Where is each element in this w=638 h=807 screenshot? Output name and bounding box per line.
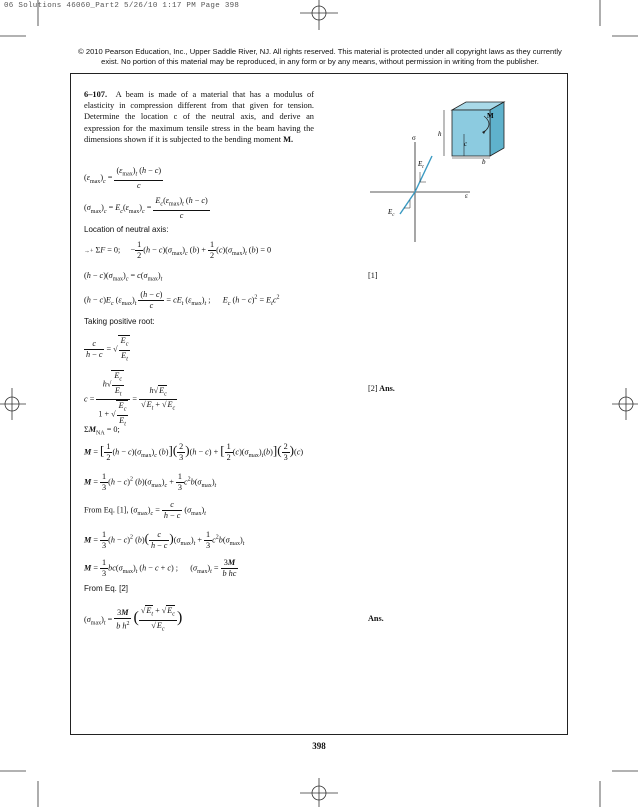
- eq-substitution: $(h - c)E_c$ $(\varepsilon_{max})_t$ $\frac{(h - c)}{c}$ = $cE_t$ $(\varepsilon_{max})_t$ ; $E_c$ $(h - c)^2 = E_tc^2$: [84, 290, 280, 310]
- height-label: h: [438, 130, 442, 138]
- eq-1: $(h - c)(\sigma_{max})_c = c(\sigma_{max})_t$: [84, 271, 163, 283]
- sigma-symbol: σ: [412, 134, 416, 142]
- eq-2: c = h√ $\frac{E_c}{E_t}$ 1 + √ $\frac{E_c}{E_t}$ = $\frac{h√E_c}{√E_t + √E_c}$: [84, 371, 176, 428]
- label-positive-root: Taking positive root:: [84, 317, 155, 326]
- eq-moment-expansion: M = [ $\frac{1}{2}$ $(h - c)(\sigma_{max})_c$ (b)]( $\frac{2}{3}$ )(h − c) + [ $\frac{1}{2}$ $(c)(\sigma_{max})_t(b)$]( $\frac{2}{3}$ )(c): [84, 442, 304, 462]
- eq-moment-simplified: M = $\frac{1}{3}$ $(h - c)^2$ $(b)(\sigma_{max})_c$ + $\frac{1}{3}$ $c^2b(\sigma_{max})_t$: [84, 472, 217, 492]
- eq-max-tensile-stress: $(\sigma_{max})_t$ = $\frac{3M}{b h^2}$ ( $\frac{√E_t + √E_c}{√E_c}$ ): [84, 606, 183, 633]
- answer-stress: Ans.: [368, 614, 384, 623]
- eq-force-sum: →+ ΣF = 0; − $\frac{1}{2}$ $(h - c)(\sigma_{max})_c$ (b) + $\frac{1}{2}$ $(c)(\sigma_{max})_t$ (b) = 0: [84, 240, 272, 260]
- print-slug: 06 Solutions 46060_Part2 5/26/10 1:17 PM Page 398: [4, 2, 240, 10]
- eq-from-1: From Eq. [1], $(\sigma_{max})_c$ = $\frac{c}{h - c}$ $(\sigma_{max})_t$: [84, 500, 206, 520]
- eq-moment-final: M = $\frac{1}{3}$ $bc(\sigma_{max})_t$ (h − c + c) ; $(\sigma_{max})_t$ = $\frac{3M}{\text{b hc}}$: [84, 558, 237, 578]
- problem-moment: M.: [283, 134, 294, 144]
- c-label: c: [464, 140, 468, 148]
- answer-c: [2] Ans.: [368, 384, 395, 393]
- eq-ratio: $\frac{c}{h - c}$ = √ $\frac{E_c}{E_t}$: [86, 336, 129, 363]
- Et-label: $E_t$: [418, 160, 424, 170]
- label-neutral-axis: Location of neutral axis:: [84, 225, 169, 234]
- eq-strain-compression: $(\varepsilon_{max})_c$ = $\frac{(\varepsilon_{max})_t (h - c)}{c}$: [84, 166, 162, 190]
- label-from-eq2: From Eq. [2]: [84, 584, 129, 593]
- eq-ref-1: [1]: [368, 271, 378, 280]
- epsilon-symbol: ε: [465, 192, 468, 200]
- copyright-notice: © 2010 Pearson Education, Inc., Upper Saddle River, NJ. All rights reserved. This material is protected under all copyright laws as they currently exist. No portion of this material may be reproduced, in any form or by any means, without permission in writing from the publisher.: [78, 47, 562, 66]
- problem-text: A beam is made of a material that has a modulus of elasticity in compression different from that given for tension. Determine the location c of the neutral axis, and derive an expression for the maximum tensile stress in the beam having the dimensions shown if it is subjected to the bending moment: [84, 90, 314, 144]
- problem-statement: [84, 89, 314, 145]
- width-label: b: [482, 158, 486, 166]
- stress-strain-figure: [360, 100, 530, 250]
- moment-label: M: [487, 112, 494, 120]
- eq-moment-sum: $\Sigma M_{NA} = 0$;: [84, 425, 120, 437]
- eq-stress-compression: $(\sigma_{max})_c = E_c(\varepsilon_{max})_c$ = $\frac{E_c(\varepsilon_{max})_t (h - c)}{c}$: [84, 196, 208, 220]
- page-number: 398: [312, 741, 326, 751]
- problem-number: 6–107.: [84, 90, 108, 99]
- Ec-label: $E_c$: [388, 208, 395, 218]
- eq-moment-substituted: M = $\frac{1}{3}$ $(h - c)^2$ (b)( $\frac{c}{h - c}$ )$(\sigma_{max})_t$ + $\frac{1}{3}$ $c^2b(\sigma_{max})_t$: [84, 530, 245, 550]
